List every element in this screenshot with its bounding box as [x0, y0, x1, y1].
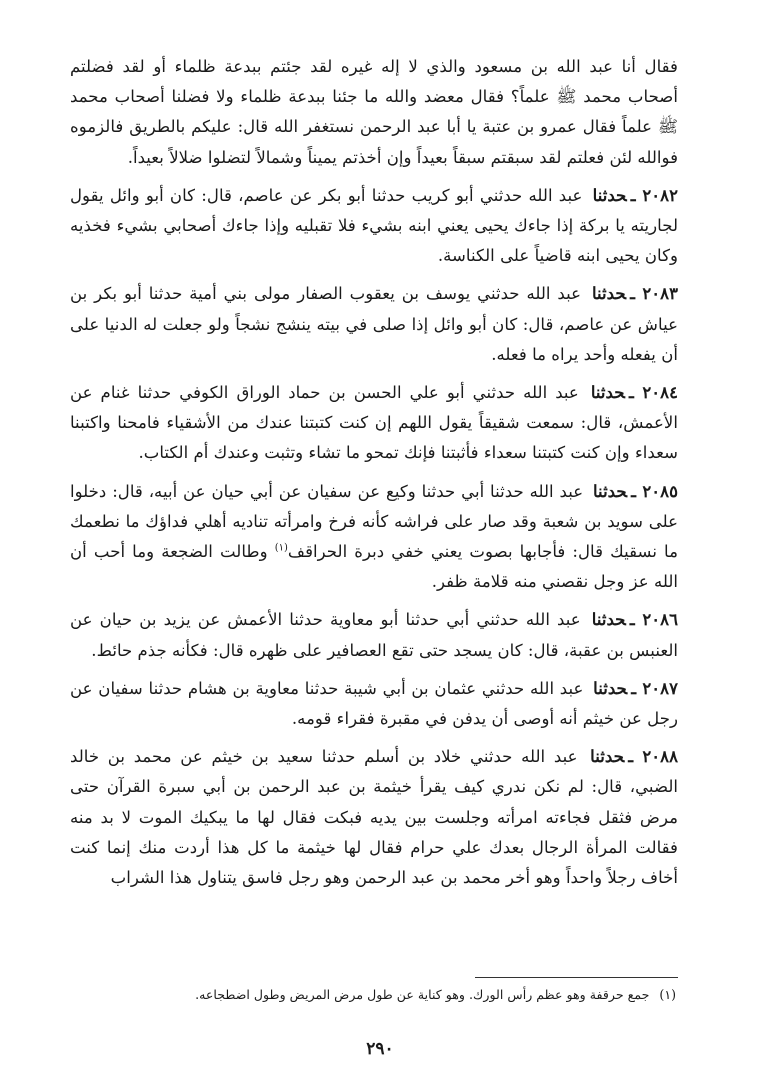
paragraph-text: عبد الله حدثنا أبي حدثنا وكيع عن سفيان عن أبي حيان عن أبيه، قال: دخلوا على سويد بن شعبة وقد صار على فراشه كأنه فرخ وامرأته تناديه أهلي فداؤك ما نطعمك ما نسقيك قال: فأجابها بصوت يعني خفي دبرة الحراقف	[70, 481, 679, 562]
footnote-mark: (١)	[659, 987, 676, 1002]
paragraph-text: عبد الله حدثني أبي حدثنا أبو معاوية حدثنا الأعمش عن يزيد بن حيان عن العنبس بن عقبة، قال: كان يسجد حتى تقع العصافير على ظهره قال: فكأنه جذم حائط.	[70, 610, 678, 660]
paragraph-text: فقال أنا عبد الله بن مسعود والذي لا إله غيره لقد جئتم ببدعة ظلماء أو لقد فضلتم أصحاب محمد ﷺ علماً؟ فقال معضد والله ما جئنا ببدعة ظلماء ولا فضلنا أصحاب محمد ﷺ علماً فقال عمرو بن عتبة يا أبا عبد الرحمن نستغفر الله قال: عليكم بالطريق فالزموه فوالله لئن فعلتم لقد سبقتم سبقاً بعيداً وإن أخذتم يميناً وشمالاً لتضلوا ضلالاً بعيداً.	[70, 57, 678, 167]
footnote-divider	[475, 977, 678, 978]
hadith-number: ٢٠٨٥ ـ	[631, 480, 678, 501]
hadith-2082	[70, 180, 678, 272]
hadith-2084	[70, 377, 678, 469]
footnote	[90, 985, 676, 1005]
hadith-2085	[70, 476, 678, 598]
hadith-2086	[70, 604, 678, 665]
paragraph-text: عبد الله حدثني يوسف بن يعقوب الصفار مولى بني أمية حدثنا أبو بكر بن عياش عن عاصم، قال: كان أبو وائل إذا صلى في بيته ينشج نشجاً ولو جعلت له الدنيا على أن يفعله وأحد يراه ما فعله.	[70, 284, 678, 364]
hadith-number: ٢٠٨٢ ـ	[630, 184, 679, 205]
hadith-2087	[70, 673, 678, 734]
hadith-keyword: حدثنا	[591, 283, 627, 304]
hadith-number: ٢٠٨٦ ـ	[629, 609, 678, 630]
hadith-keyword: حدثنا	[592, 184, 627, 205]
footnote-reference[interactable]: (١)	[274, 542, 288, 554]
hadith-2083	[70, 278, 678, 370]
page-body	[70, 52, 678, 900]
page-number: ٢٩٠	[366, 1039, 394, 1059]
footnote-text: جمع حرقفة وهو عظم رأس الورك. وهو كناية عن طول مرض المريض وطول اضطجاعه.	[195, 987, 650, 1002]
paragraph-text-tail: وطالت الضجعة وما أحب أن الله عز وجل نقصني منه قلامة ظفر.	[70, 542, 678, 592]
hadith-2088	[70, 741, 678, 893]
hadith-keyword: حدثنا	[593, 677, 628, 698]
hadith-number: ٢٠٨٨ ـ	[628, 746, 678, 767]
hadith-keyword: حدثنا	[590, 382, 625, 403]
hadith-number: ٢٠٨٧ ـ	[631, 677, 678, 698]
hadith-number: ٢٠٨٣ ـ	[630, 283, 678, 304]
hadith-keyword: حدثنا	[590, 746, 625, 767]
paragraph-text: عبد الله حدثني أبو علي الحسن بن حماد الوراق الكوفي حدثنا غنام عن الأعمش، قال: سمعت شقيقاً يقول اللهم إن كنت كتبتنا عندك من الأشقياء فامحنا واكتبنا سعداء وإن كنت كتبتنا سعداء فأثبتنا فإنك تمحو ما تشاء وتثبت وعندك أم الكتاب.	[70, 383, 678, 463]
paragraph-continuation	[70, 52, 678, 173]
paragraph-text: عبد الله حدثني خلاد بن أسلم حدثنا سعيد بن خيثم عن محمد بن خالد الضبي، قال: لم نكن ندري كيف يقرأ خيثمة بن عبد الرحمن بن أبي سبرة القرآن حتى مرض فثقل فجاءته امرأته وجلست بين يديه فبكت فقال لها ما يبكيك الموت لا بد منه فقالت المرأة الرجال بعدك علي حرام فقال لها خيثمة ما كل هذا أردت منك إنما كنت أخاف رجلاً واحداً وهو أخر محمد بن عبد الرحمن وهو رجل فاسق يتناول هذا الشراب	[70, 747, 678, 888]
hadith-number: ٢٠٨٤ ـ	[628, 382, 678, 403]
hadith-keyword: حدثنا	[593, 480, 628, 501]
paragraph-text: عبد الله حدثني عثمان بن أبي شيبة حدثنا معاوية بن هشام حدثنا سفيان عن رجل عن خيثم أنه أوصى أن يدفن في مقبرة فقراء قومه.	[70, 678, 678, 729]
hadith-keyword: حدثنا	[591, 609, 626, 630]
paragraph-text: عبد الله حدثني أبو كريب حدثنا أبو بكر عن عاصم، قال: كان أبو وائل يقول لجاريته يا بركة إذا جاءك يحيى يعني ابنه بشيء فلا تقبليه وإذا جاءك أصحابي بشيء فخذيه وكان يحيى ابنه قاضياً على الكناسة.	[70, 185, 678, 266]
